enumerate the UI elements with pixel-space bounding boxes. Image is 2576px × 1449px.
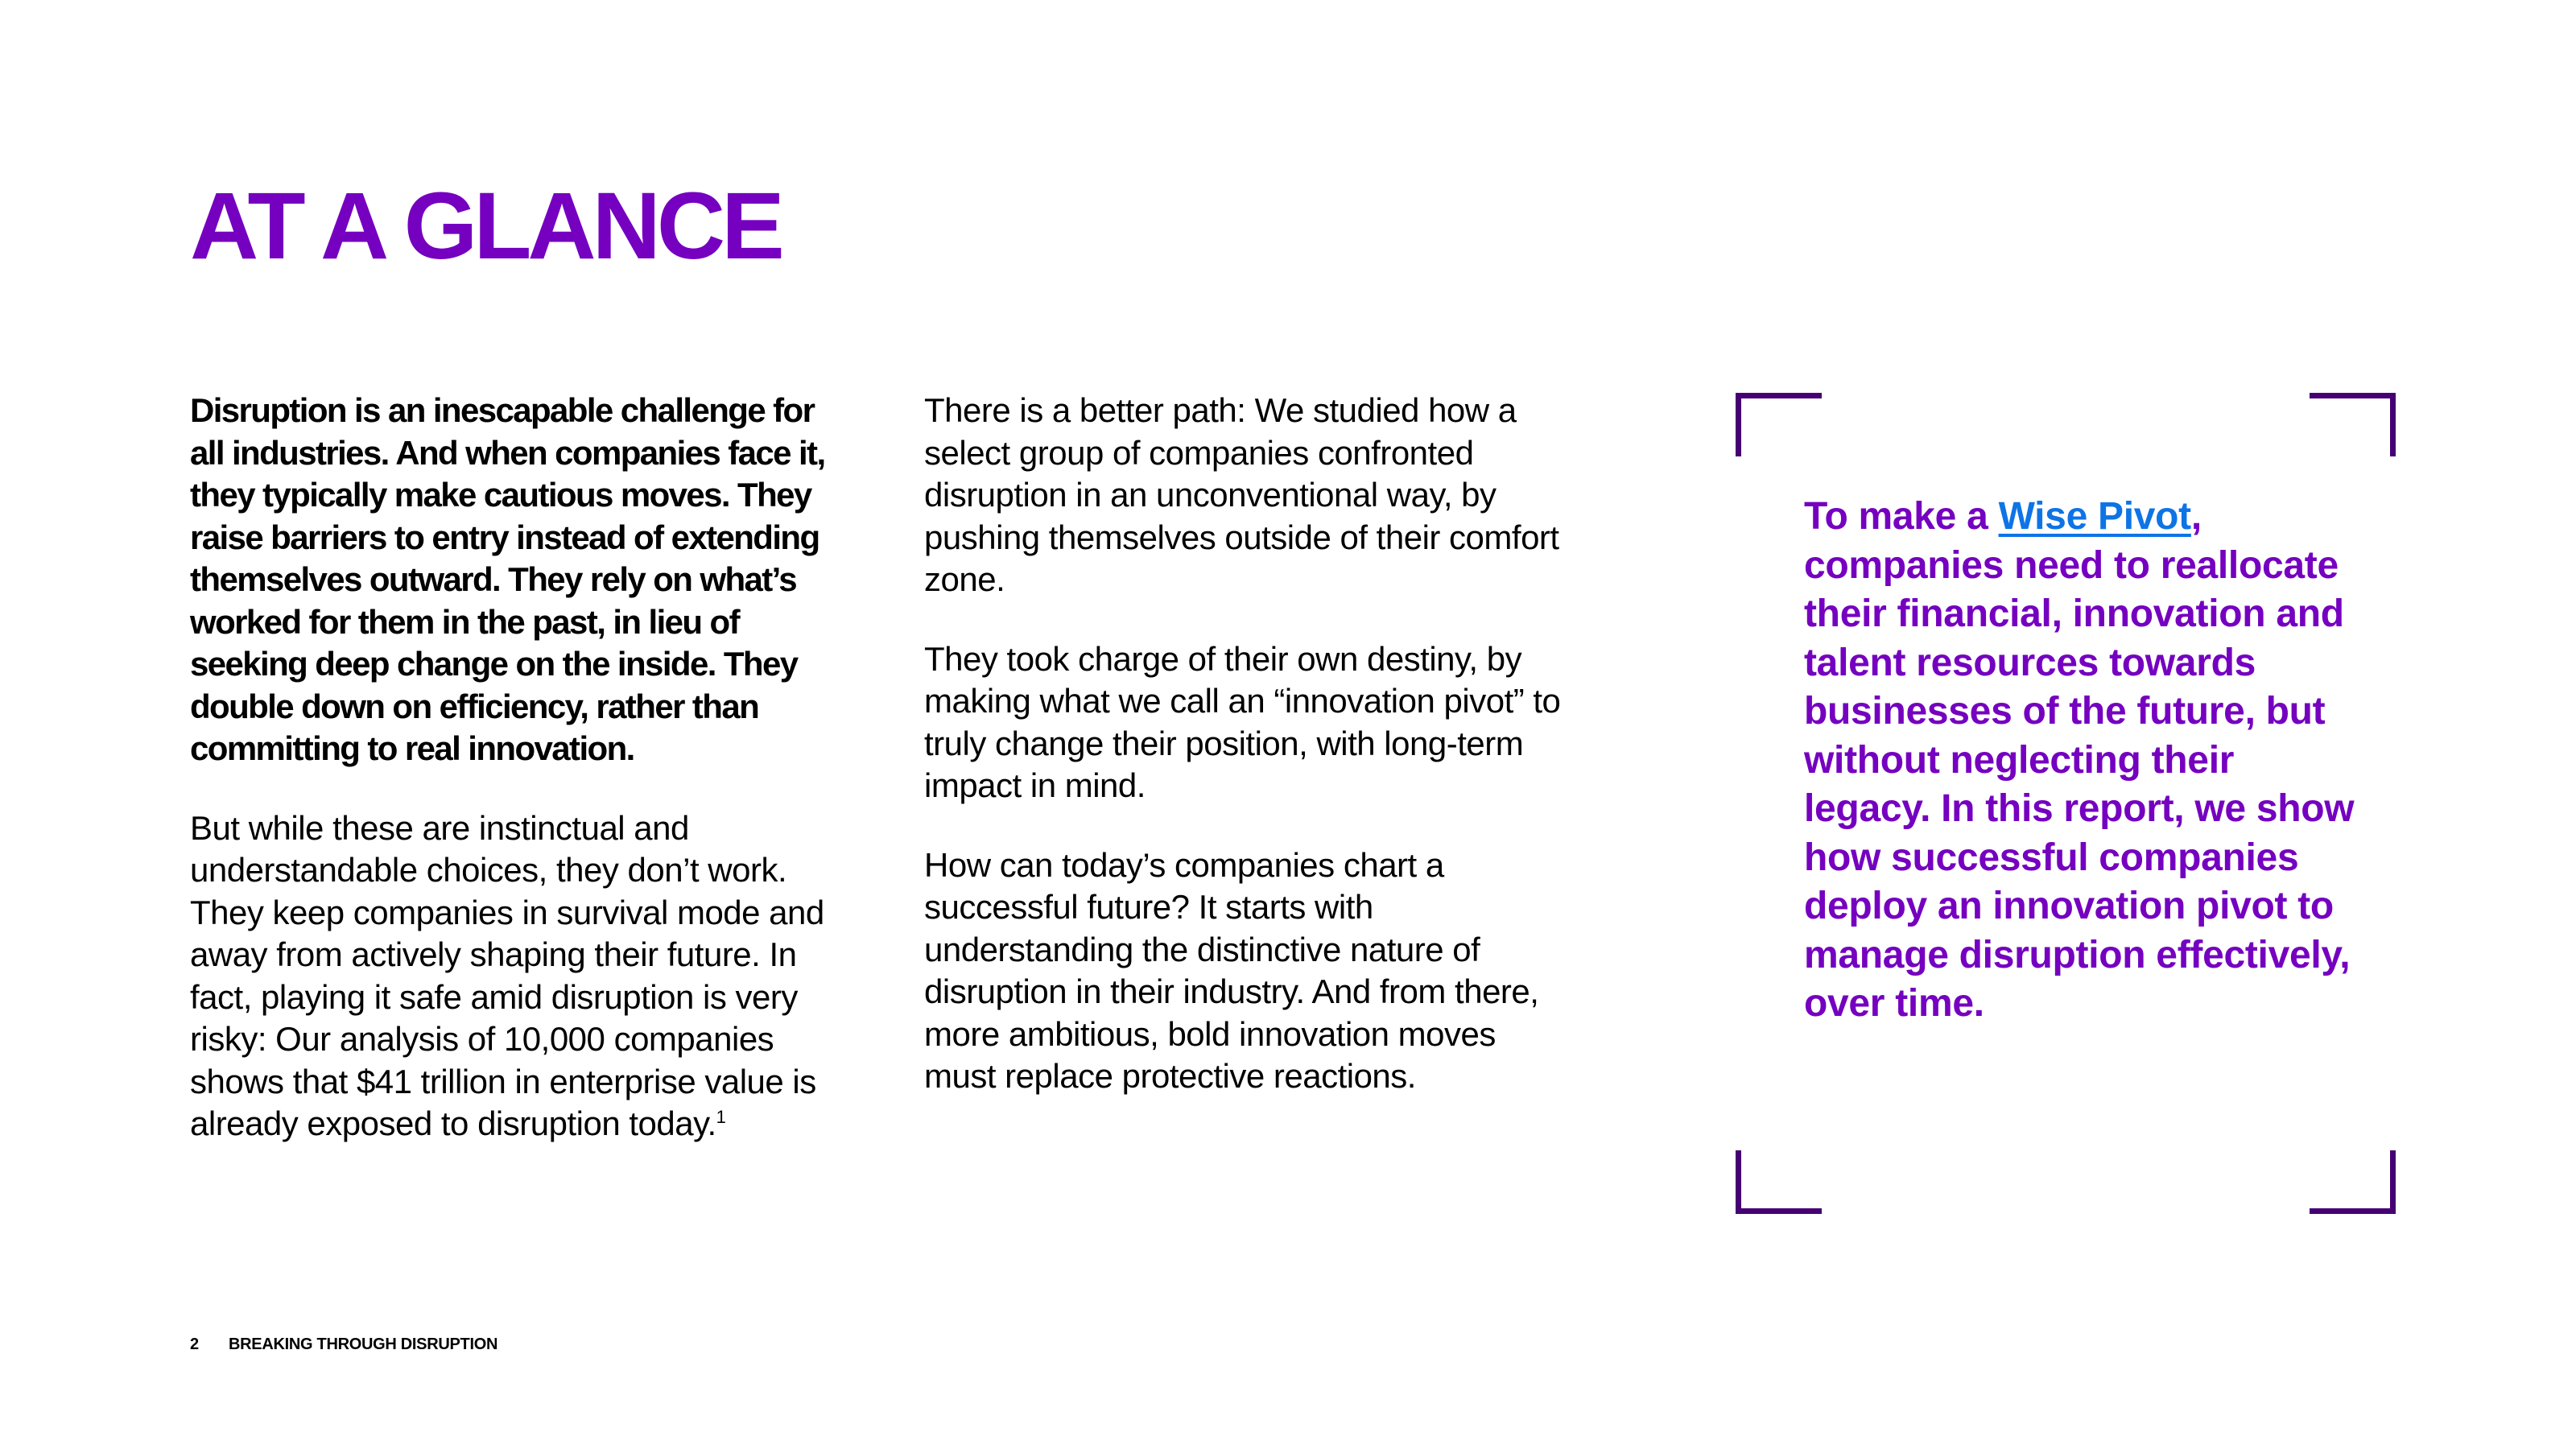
- bracket-bottom-right: [2310, 1150, 2396, 1214]
- intro-column: [190, 390, 834, 1183]
- path-column: [924, 390, 1576, 1135]
- callout-text: [1804, 493, 2368, 1029]
- bracket-top-right: [2310, 393, 2396, 456]
- lead-paragraph: Disruption is an inescapable challenge for all industries. And when companies face it, they typically make cautious moves. They raise barriers to entry instead of extending themselves outward. They rely on what’s worked for them in the past, in lieu of seeking deep change on the inside. They double down on efficiency, rather than committing to real innovation.: [190, 391, 825, 767]
- bracket-top-left: [1736, 393, 1822, 456]
- wise-pivot-link[interactable]: Wise Pivot: [1998, 495, 2191, 538]
- paragraph-innovation-pivot: They took charge of their own destiny, by making what we call an “innovation pivot” to truly change their position, with long-term impact in mind.: [924, 639, 1561, 804]
- page-footer: [190, 1335, 497, 1354]
- page-title: AT A GLANCE: [190, 173, 781, 279]
- callout-prefix: To make a: [1804, 495, 1999, 538]
- page-number: 2: [190, 1335, 199, 1353]
- body-paragraph: [190, 807, 834, 1146]
- paragraph-chart-future: How can today’s companies chart a successful future? It starts with understanding the distinctive nature of disruption in their industry. And from there, more ambitious, bold innovation moves must replace protective reactions.: [924, 845, 1539, 1095]
- footnote-marker[interactable]: 1: [716, 1107, 726, 1127]
- callout-suffix: , companies need to reallocate their financial, innovation and talent resources towards businesses of the future, but without neglecting their legacy. In this report, we show how successful companies deploy an innovation pivot to manage disruption effectively, over time.: [1804, 495, 2355, 1025]
- paragraph-better-path: There is a better path: We studied how a select group of companies confronted disruption in an unconventional way, by pushing themselves outside of their comfort zone.: [924, 391, 1559, 598]
- footer-section-title: BREAKING THROUGH DISRUPTION: [229, 1335, 498, 1353]
- body-paragraph-text: But while these are instinctual and understandable choices, they don’t work. They keep companies in survival mode and away from actively shaping their future. In fact, playing it safe amid disruption is very risky: Our analysis of 10,000 companies shows that $41 trillion in enterprise value is already exposed to disruption today.: [190, 808, 824, 1142]
- callout-box: [1736, 393, 2396, 1214]
- bracket-bottom-left: [1736, 1150, 1822, 1214]
